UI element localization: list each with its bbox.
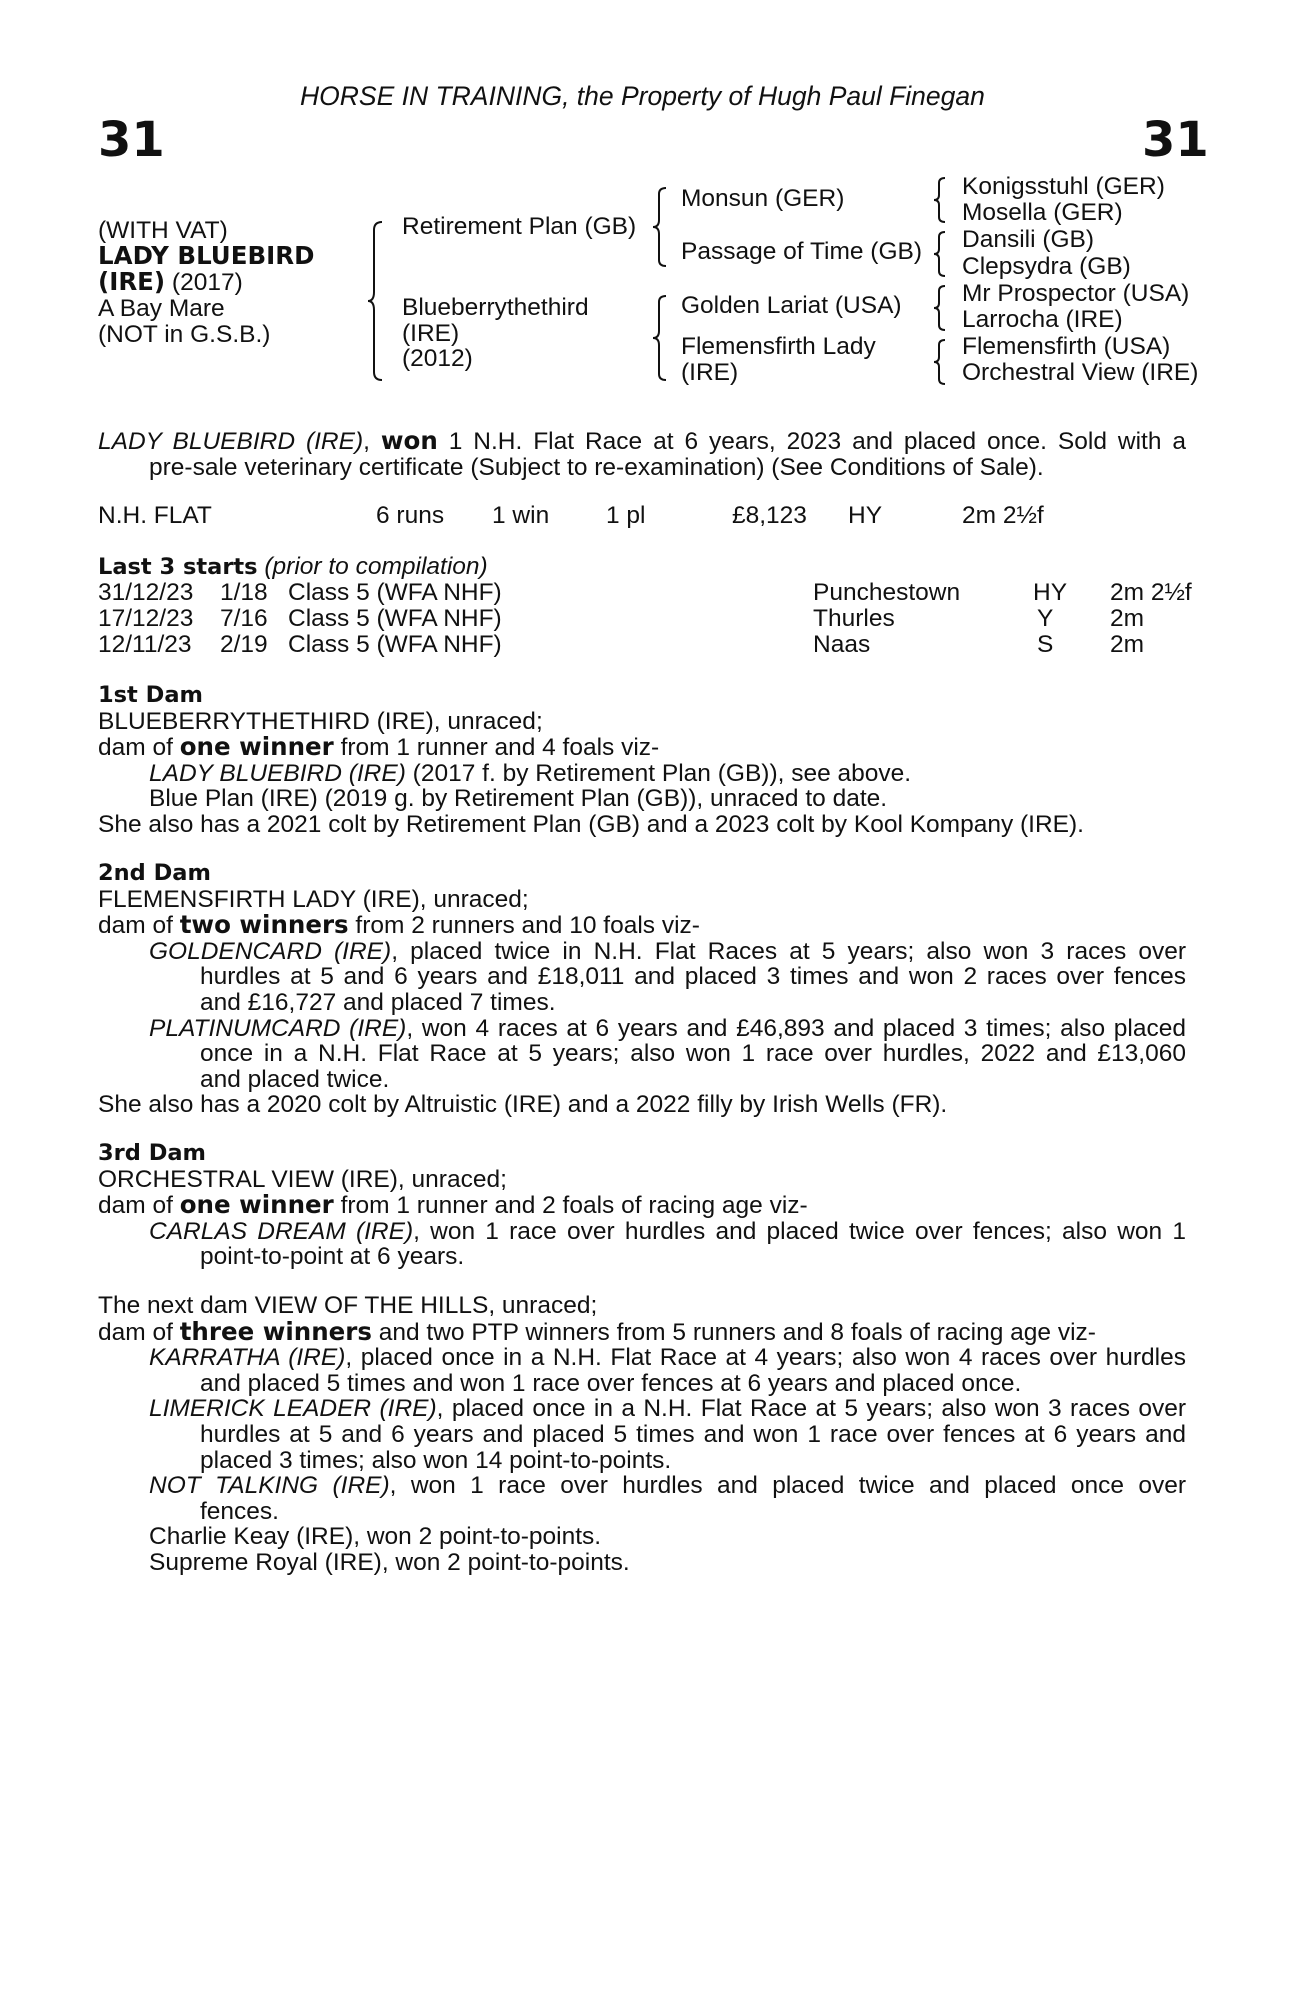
dam2-progeny-1-name: GOLDENCARD (IRE) [149, 937, 392, 965]
dam1-progeny-2: Blue Plan (IRE) (2019 g. by Retirement Plan (GB)), unraced to date. [149, 785, 888, 813]
dam2-progeny-1-line1 [98, 939, 1186, 965]
start-distance: 2m [1110, 605, 1145, 632]
next-dam-progeny-5: Supreme Royal (IRE), won 2 point-to-points. [149, 1548, 630, 1576]
last-starts-title: Last 3 starts [98, 554, 258, 580]
pedigree-gen3-5: Mr Prospector (USA) [962, 280, 1190, 307]
pedigree-dam-sire: Golden Lariat (USA) [681, 292, 902, 319]
dam2-progeny-2-line3: and placed twice. [200, 1065, 390, 1093]
summary-comma: , [363, 428, 381, 455]
pedigree-gen3-2: Mosella (GER) [962, 199, 1123, 226]
dam2-progeny-2-text1: , won 4 races at 6 years and £46,893 and placed 3 times; also placed [406, 1014, 1186, 1042]
vat-note: (WITH VAT) [98, 217, 228, 244]
record-distance: 2m 2½f [962, 502, 1044, 529]
record-placed: 1 pl [606, 502, 646, 529]
start-date: 12/11/23 [98, 631, 192, 658]
pedigree-gen3-7: Flemensfirth (USA) [962, 333, 1171, 360]
horse-country: (IRE) [98, 267, 166, 296]
start-position: 1/18 [220, 579, 268, 606]
horse-name-line2 [98, 269, 243, 296]
record-label: N.H. FLAT [98, 502, 212, 529]
race-summary-line2: pre-sale veterinary certificate (Subject to re-examination) (See Conditions of Sale). [149, 453, 1044, 481]
start-going: HY [1033, 579, 1068, 606]
dam1-heading: 1st Dam [98, 682, 203, 708]
race-summary [98, 428, 1186, 480]
pedigree-dam-dam-country: (IRE) [681, 358, 739, 386]
dam2-rest: from 2 runners and 10 foals viz- [348, 912, 700, 940]
dam2-progeny-2-line2: once in a N.H. Flat Race at 5 years; also won 1 race over hurdles, 2022 and £13,060 [200, 1040, 1186, 1068]
dam3-produce-line [98, 1192, 1186, 1219]
dam2-progeny-1-line2: hurdles at 5 and 6 years and £18,011 and placed 3 times and won 2 races over fences [200, 963, 1186, 991]
pedigree-dam-name: Blueberrythethird [402, 294, 589, 321]
pedigree-sire-dam: Passage of Time (GB) [681, 238, 923, 265]
next-dam-progeny-1-name: KARRATHA (IRE) [149, 1344, 346, 1372]
dam1-produce-line [98, 734, 1084, 761]
next-dam-section [98, 1293, 1186, 1576]
pedigree-bracket-sire [652, 186, 668, 268]
dam1-section [98, 683, 1084, 838]
dam1-progeny-1-rest: (2017 f. by Retirement Plan (GB)), see above. [405, 759, 912, 787]
pedigree-gen3-3: Dansili (GB) [962, 226, 1095, 253]
dam1-also: She also has a 2021 colt by Retirement Plan (GB) and a 2023 colt by Kool Kompany (IRE). [98, 810, 1084, 838]
next-dam-progeny-4: Charlie Keay (IRE), won 2 point-to-points. [149, 1523, 602, 1551]
dam2-winners: two winners [179, 910, 349, 940]
horse-description: A Bay Mare [98, 295, 225, 322]
pedigree-gen3-1: Konigsstuhl (GER) [962, 173, 1165, 200]
horse-year: (2017) [165, 269, 243, 296]
dam2-heading: 2nd Dam [98, 860, 211, 886]
start-class: Class 5 (WFA NHF) [288, 631, 502, 658]
pedigree-bracket-main [368, 220, 388, 382]
pedigree-dam [402, 295, 589, 372]
summary-horse-name: LADY BLUEBIRD (IRE) [98, 428, 364, 455]
next-dam-progeny-3-text1: , won 1 race over hurdles and placed twice and placed once over [389, 1472, 1186, 1500]
pedigree-bracket-g3-4 [933, 338, 947, 386]
summary-rest1: 1 N.H. Flat Race at 6 years, 2023 and placed once. Sold with a [437, 428, 1186, 455]
dam2-dam-of: dam of [98, 912, 180, 940]
gsb-note: (NOT in G.S.B.) [98, 321, 271, 348]
next-dam-progeny-3-name: NOT TALKING (IRE) [149, 1472, 390, 1500]
summary-won: won [380, 426, 438, 455]
start-going: Y [1037, 605, 1054, 632]
dam3-progeny-1-text1: , won 1 race over hurdles and placed twice over fences; also won 1 [413, 1217, 1186, 1245]
next-dam-progeny-2-line1 [98, 1396, 1186, 1422]
start-distance: 2m [1110, 631, 1145, 658]
next-dam-progeny-1-text1: , placed once in a N.H. Flat Race at 4 years; also won 4 races over hurdles [345, 1344, 1186, 1372]
dam3-progeny-1-line1 [98, 1219, 1186, 1245]
dam3-rest: from 1 runner and 2 foals of racing age viz- [333, 1192, 808, 1220]
dam2-progeny-1-text1: , placed twice in N.H. Flat Races at 5 years; also won 3 races over [391, 937, 1186, 965]
pedigree-dam-country: (IRE) [402, 319, 460, 347]
dam2-progeny-2-line1 [98, 1016, 1186, 1042]
dam1-progeny-1-name: LADY BLUEBIRD (IRE) [149, 759, 406, 787]
dam2-progeny-2-name: PLATINUMCARD (IRE) [149, 1014, 407, 1042]
lot-number-left: 31 [98, 112, 165, 168]
pedigree-gen3-6: Larrocha (IRE) [962, 306, 1123, 333]
pedigree-bracket-g3-3 [933, 284, 947, 332]
horse-name: LADY BLUEBIRD [98, 241, 315, 270]
next-dam-progeny-3-line2: fences. [200, 1497, 279, 1525]
pedigree-gen3-4: Clepsydra (GB) [962, 253, 1131, 280]
next-dam-progeny-3-line1 [98, 1473, 1186, 1499]
pedigree-bracket-g3-1 [933, 176, 947, 224]
record-going: HY [848, 502, 883, 529]
next-dam-progeny-2-name: LIMERICK LEADER (IRE) [149, 1395, 437, 1423]
race-summary-line1 [98, 428, 1186, 455]
pedigree-bracket-g3-2 [933, 230, 947, 278]
dam1-dam-of: dam of [98, 734, 180, 762]
start-position: 2/19 [220, 631, 268, 658]
start-course: Naas [813, 631, 871, 658]
record-wins: 1 win [492, 502, 550, 529]
start-course: Thurles [813, 605, 895, 632]
next-dam-progeny-1-line2: and placed 5 times and won 1 race over fences at 6 years and placed once. [200, 1369, 1022, 1397]
start-course: Punchestown [813, 579, 961, 606]
pedigree-dam-dam [681, 334, 876, 385]
start-going: S [1037, 631, 1054, 658]
dam3-heading: 3rd Dam [98, 1140, 206, 1166]
pedigree-sire-sire: Monsun (GER) [681, 185, 845, 212]
pedigree-dam-dam-name: Flemensfirth Lady [681, 333, 876, 360]
next-dam-progeny-2-text1: , placed once in a N.H. Flat Race at 5 years; also won 3 races over [436, 1395, 1187, 1423]
dam2-progeny-1-line3: and £16,727 and placed 7 times. [200, 988, 556, 1016]
record-prize: £8,123 [732, 502, 807, 529]
dam3-name-line: ORCHESTRAL VIEW (IRE), unraced; [98, 1165, 507, 1193]
pedigree-bracket-dam [652, 294, 668, 382]
record-runs: 6 runs [376, 502, 445, 529]
lot-number-right: 31 [1142, 112, 1209, 168]
pedigree-dam-year: (2012) [402, 345, 473, 373]
dam2-also: She also has a 2020 colt by Altruistic (IRE) and a 2022 filly by Irish Wells (FR). [98, 1091, 948, 1119]
start-date: 31/12/23 [98, 579, 194, 606]
page-header-title: HORSE IN TRAINING, the Property of Hugh Paul Finegan [300, 81, 985, 111]
next-dam-dam-of: dam of [98, 1318, 180, 1346]
next-dam-progeny-1-line1 [98, 1345, 1186, 1371]
dam2-produce-line [98, 912, 1186, 939]
start-class: Class 5 (WFA NHF) [288, 579, 502, 606]
last-starts-heading [98, 554, 488, 581]
next-dam-rest: and two PTP winners from 5 runners and 8 foals of racing age viz- [371, 1318, 1096, 1346]
dam1-name-line: BLUEBERRYTHETHIRD (IRE), unraced; [98, 707, 543, 735]
start-class: Class 5 (WFA NHF) [288, 605, 502, 632]
pedigree-gen3-8: Orchestral View (IRE) [962, 359, 1199, 386]
next-dam-winners: three winners [179, 1316, 372, 1346]
dam2-section [98, 861, 1186, 1118]
start-distance: 2m 2½f [1110, 579, 1192, 606]
next-dam-name-line: The next dam VIEW OF THE HILLS, unraced; [98, 1292, 598, 1319]
dam3-progeny-1-name: CARLAS DREAM (IRE) [149, 1217, 414, 1245]
next-dam-progeny-2-line2: hurdles at 5 and 6 years and placed 5 times and won 1 race over fences at 6 years and [200, 1420, 1186, 1448]
next-dam-produce-line [98, 1316, 1186, 1346]
dam1-winners: one winner [179, 732, 334, 762]
dam1-rest: from 1 runner and 4 foals viz- [333, 734, 660, 762]
dam3-winners: one winner [179, 1190, 334, 1220]
dam3-dam-of: dam of [98, 1192, 180, 1220]
dam2-name-line: FLEMENSFIRTH LADY (IRE), unraced; [98, 885, 529, 913]
pedigree-sire: Retirement Plan (GB) [402, 213, 637, 240]
last-starts-note: (prior to compilation) [257, 553, 488, 580]
dam3-progeny-1-line2: point-to-point at 6 years. [200, 1243, 465, 1271]
start-position: 7/16 [220, 605, 268, 632]
dam3-section [98, 1141, 1186, 1270]
start-date: 17/12/23 [98, 605, 194, 632]
next-dam-progeny-2-line3: placed 3 times; also won 14 point-to-points. [200, 1446, 672, 1474]
dam1-progeny-1 [98, 761, 1084, 787]
